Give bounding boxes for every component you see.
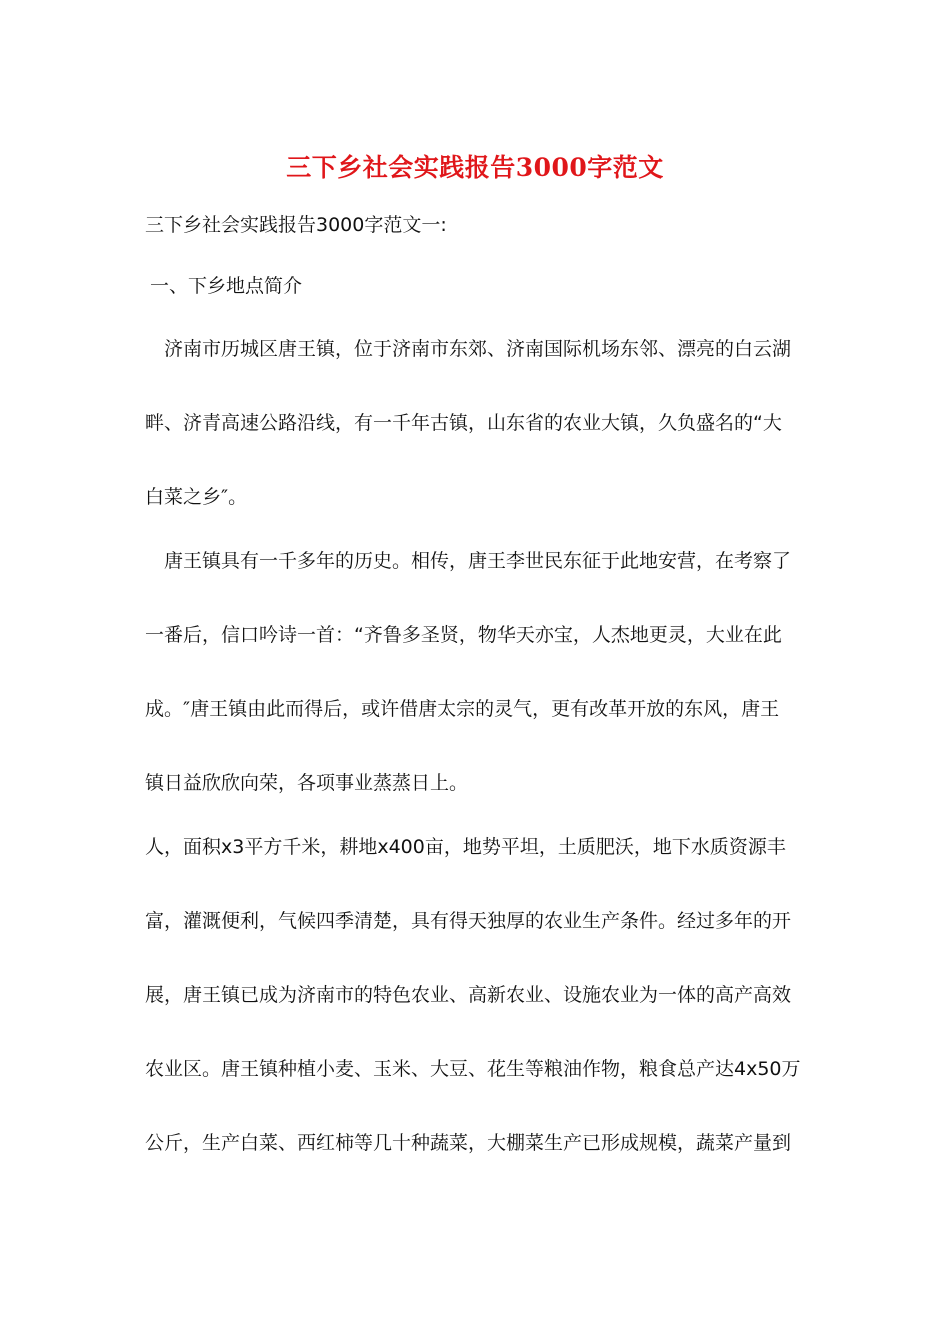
paragraph-line: 富，灌溉便利，气候四季清楚，具有得天独厚的农业生产条件。经过多年的开 bbox=[145, 910, 792, 932]
paragraph-line: 成。″唐王镇由此而得后，或许借唐太宗的灵气，更有改革开放的东风，唐王 bbox=[145, 698, 780, 720]
paragraph-line: 济南市历城区唐王镇，位于济南市东郊、济南国际机场东邻、漂亮的白云湖 bbox=[145, 338, 792, 360]
paragraph-line: 人，面积x3平方千米，耕地x400亩，地势平坦，土质肥沃，地下水质资源丰 bbox=[145, 836, 786, 858]
paragraph-line: 畔、济青高速公路沿线，有一千年古镇，山东省的农业大镇，久负盛名的“大 bbox=[145, 412, 782, 434]
document-title: 三下乡社会实践报告3000字范文 bbox=[286, 153, 664, 182]
paragraph-line: 白菜之乡″。 bbox=[145, 486, 248, 508]
paragraph-line: 唐王镇具有一千多年的历史。相传，唐王李世民东征于此地安营，在考察了 bbox=[145, 550, 792, 572]
intro-line: 三下乡社会实践报告3000字范文一: bbox=[145, 214, 447, 236]
paragraph-line: 农业区。唐王镇种植小麦、玉米、大豆、花生等粮油作物，粮食总产达4x50万 bbox=[145, 1058, 801, 1080]
paragraph-line: 镇日益欣欣向荣，各项事业蒸蒸日上。 bbox=[145, 772, 469, 794]
section-heading: 一、下乡地点简介 bbox=[150, 275, 303, 297]
paragraph-line: 展，唐王镇已成为济南市的特色农业、高新农业、设施农业为一体的高产高效 bbox=[145, 984, 792, 1006]
paragraph-line: 公斤，生产白菜、西红柿等几十种蔬菜，大棚菜生产已形成规模，蔬菜产量到 bbox=[145, 1132, 792, 1154]
paragraph-line: 一番后，信口吟诗一首：“齐鲁多圣贤，物华天亦宝，人杰地更灵，大业在此 bbox=[145, 624, 782, 646]
